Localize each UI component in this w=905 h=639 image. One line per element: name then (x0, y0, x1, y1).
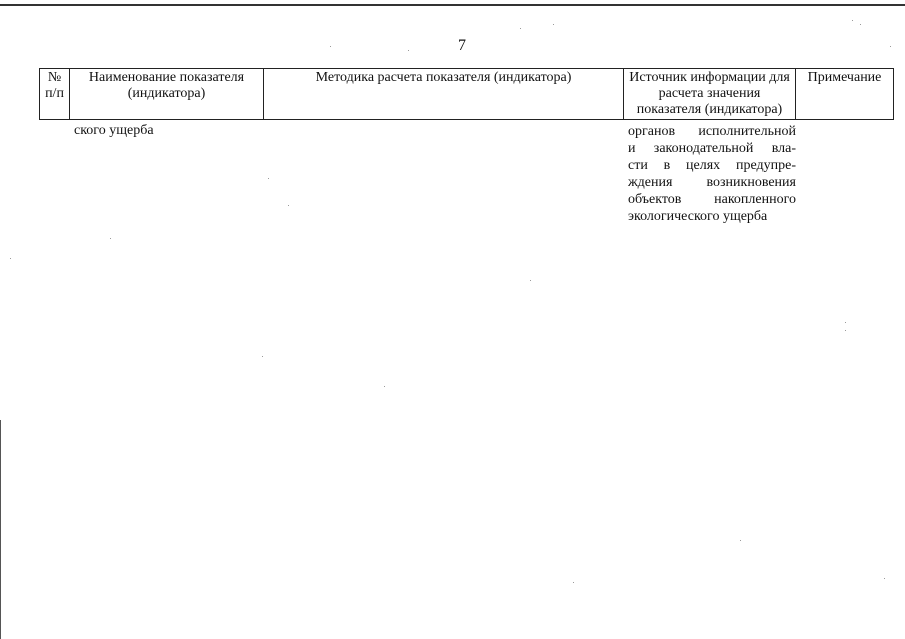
header-indicator-name-text: Наименование показателя (индикатора) (88, 70, 245, 101)
header-calculation-method-text: Методика расчета показателя (индикатора) (315, 70, 572, 85)
scan-speck (890, 46, 891, 47)
indicator-table-header (39, 68, 894, 120)
scan-speck (740, 540, 741, 541)
source-line: органов исполнительной (628, 124, 796, 139)
scan-speck (10, 258, 11, 259)
scan-speck (860, 24, 861, 25)
row-indicator-name: ского ущерба (74, 123, 154, 138)
scan-speck (845, 330, 846, 331)
header-row (40, 69, 894, 120)
left-scan-edge (0, 420, 1, 639)
row-information-source (628, 123, 796, 225)
header-information-source-text: Источник информации для расчета значения показателя (индикатора) (629, 70, 790, 117)
source-line: ждения возникновения (628, 175, 796, 190)
source-line: объектов накопленного (628, 192, 796, 207)
header-number (40, 69, 70, 120)
header-indicator-name (70, 69, 264, 120)
header-note-text: Примечание (807, 70, 882, 85)
scan-speck (852, 20, 853, 21)
header-calculation-method (264, 69, 624, 120)
scan-speck (110, 238, 111, 239)
scan-speck (530, 280, 531, 281)
header-number-text: № п/п (45, 70, 64, 101)
scan-speck (262, 356, 263, 357)
scan-speck (384, 386, 385, 387)
scan-speck (330, 46, 331, 47)
top-border-line (0, 4, 905, 6)
header-information-source (624, 69, 796, 120)
source-line: экологического ущерба (628, 209, 768, 224)
header-note (796, 69, 894, 120)
source-line: сти в целях предупре- (628, 158, 796, 173)
scan-speck (845, 322, 846, 323)
scan-speck (408, 50, 409, 51)
page-number: 7 (458, 37, 466, 54)
scan-speck (573, 582, 574, 583)
scan-speck (288, 205, 289, 206)
scan-speck (268, 178, 269, 179)
scan-speck (884, 578, 885, 579)
source-line: и законодательной вла- (628, 141, 796, 156)
scan-speck (553, 24, 554, 25)
scan-speck (520, 28, 521, 29)
